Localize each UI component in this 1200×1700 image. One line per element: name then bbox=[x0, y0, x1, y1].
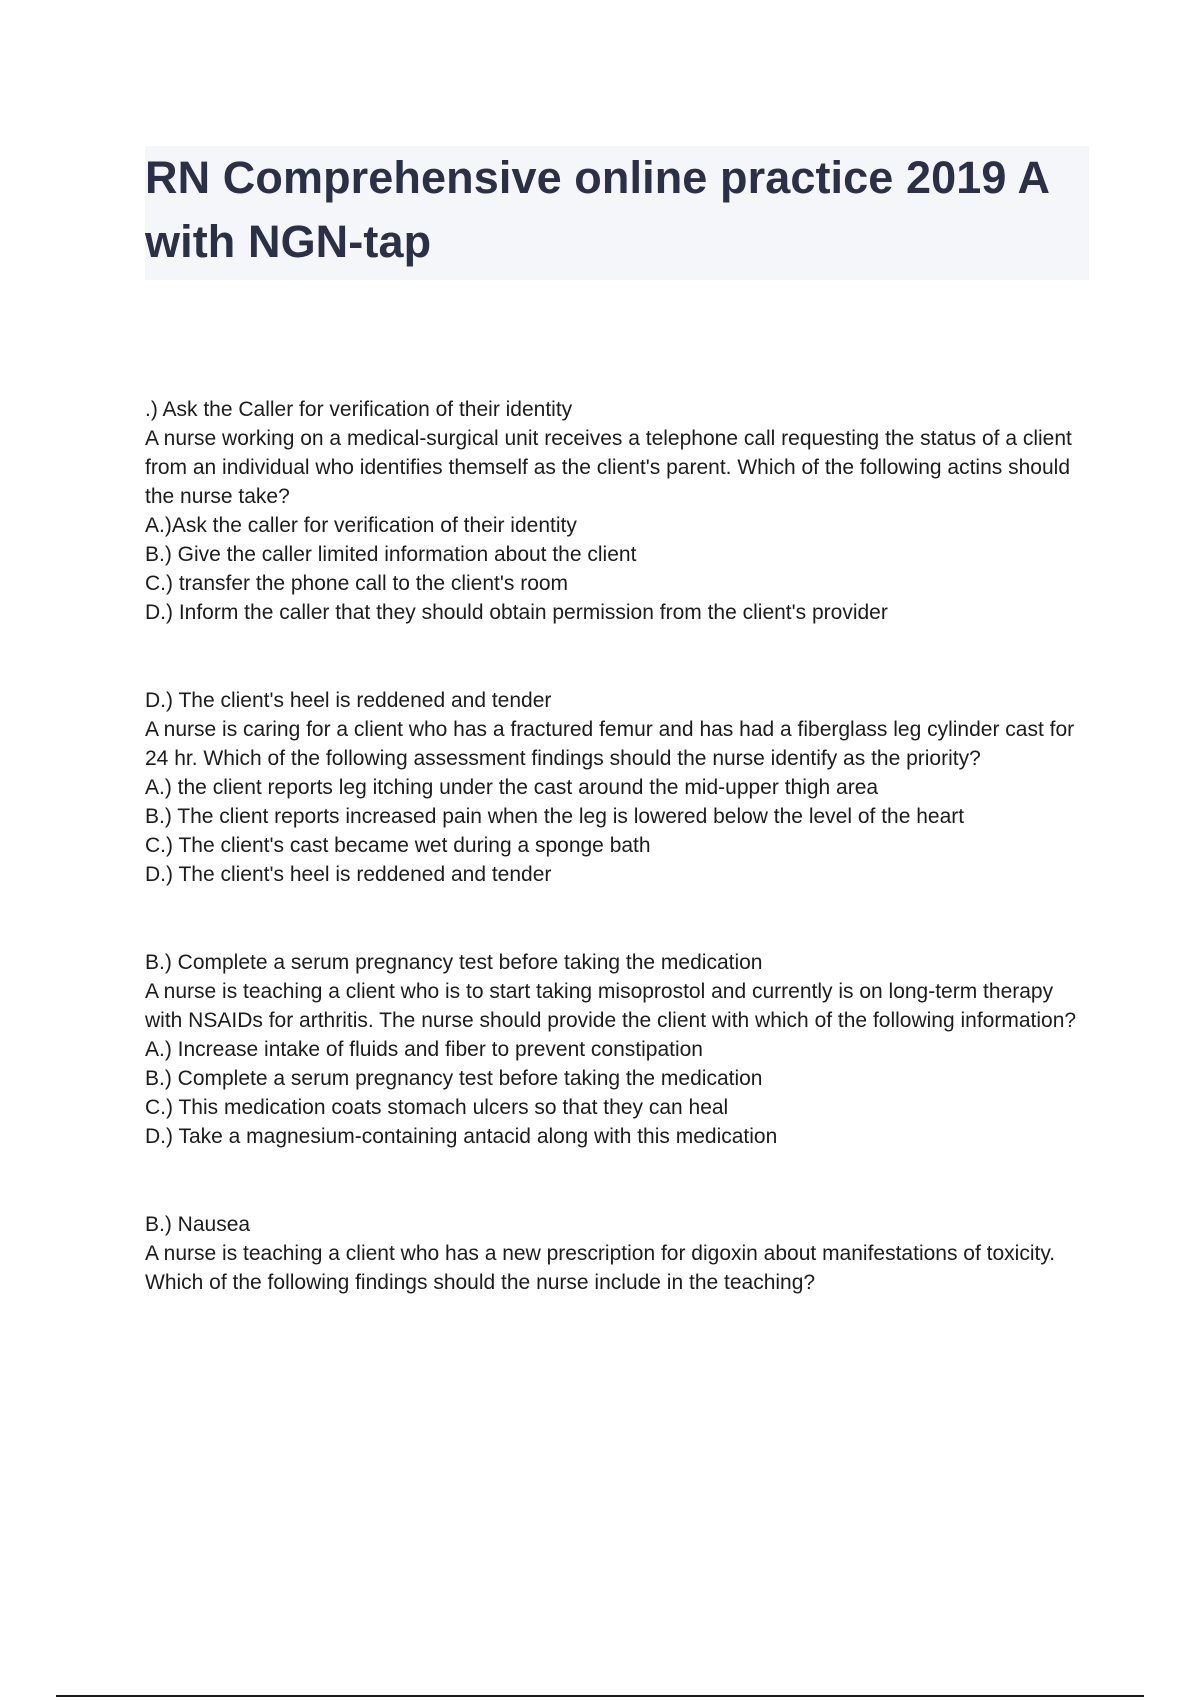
answer-line: B.) Nausea bbox=[145, 1213, 251, 1236]
option-d: D.) The client's heel is reddened and tender bbox=[145, 863, 552, 886]
option-a: A.) Increase intake of fluids and fiber to prevent constipation bbox=[145, 1038, 703, 1061]
question-text: A nurse working on a medical-surgical unit receives a telephone call requesting the status of a client from an individual who identifies themself as the client's parent. Which of the following actins should the nurse take? bbox=[145, 427, 1072, 508]
option-a: A.) the client reports leg itching under the cast around the mid-upper thigh area bbox=[145, 776, 879, 799]
option-c: C.) transfer the phone call to the client's room bbox=[145, 572, 569, 595]
option-b: B.) Complete a serum pregnancy test before taking the medication bbox=[145, 1067, 763, 1090]
options-list bbox=[145, 1035, 1085, 1151]
answer-line: B.) Complete a serum pregnancy test before taking the medication bbox=[145, 951, 763, 974]
question-text: A nurse is teaching a client who is to start taking misoprostol and currently is on long-term therapy with NSAIDs for arthritis. The nurse should provide the client with which of the following information? bbox=[145, 980, 1077, 1032]
option-b: B.) The client reports increased pain when the leg is lowered below the level of the heart bbox=[145, 805, 965, 828]
option-d: D.) Inform the caller that they should obtain permission from the client's provider bbox=[145, 601, 888, 624]
page-footer-rule bbox=[56, 1695, 1144, 1697]
option-c: C.) This medication coats stomach ulcers so that they can heal bbox=[145, 1096, 729, 1119]
option-d: D.) Take a magnesium-containing antacid along with this medication bbox=[145, 1125, 778, 1148]
document-title: RN Comprehensive online practice 2019 A with NGN-tap bbox=[145, 152, 1049, 267]
document-body bbox=[145, 395, 1085, 1356]
option-a: A.)Ask the caller for verification of their identity bbox=[145, 514, 577, 537]
question-block-4 bbox=[145, 1210, 1085, 1297]
options-list bbox=[145, 773, 1085, 889]
title-banner bbox=[145, 146, 1089, 280]
question-block-2 bbox=[145, 686, 1085, 889]
options-list bbox=[145, 511, 1085, 627]
answer-line: D.) The client's heel is reddened and tender bbox=[145, 689, 552, 712]
question-text: A nurse is caring for a client who has a fractured femur and has had a fiberglass leg cylinder cast for 24 hr. Which of the following assessment findings should the nurse identify as the priority? bbox=[145, 718, 1075, 770]
question-block-3 bbox=[145, 948, 1085, 1151]
option-c: C.) The client's cast became wet during a sponge bath bbox=[145, 834, 651, 857]
answer-line: .) Ask the Caller for verification of their identity bbox=[145, 398, 573, 421]
option-b: B.) Give the caller limited information about the client bbox=[145, 543, 637, 566]
question-block-1 bbox=[145, 395, 1085, 627]
question-text: A nurse is teaching a client who has a new prescription for digoxin about manifestations of toxicity. Which of the following findings should the nurse include in the teaching? bbox=[145, 1242, 1056, 1294]
